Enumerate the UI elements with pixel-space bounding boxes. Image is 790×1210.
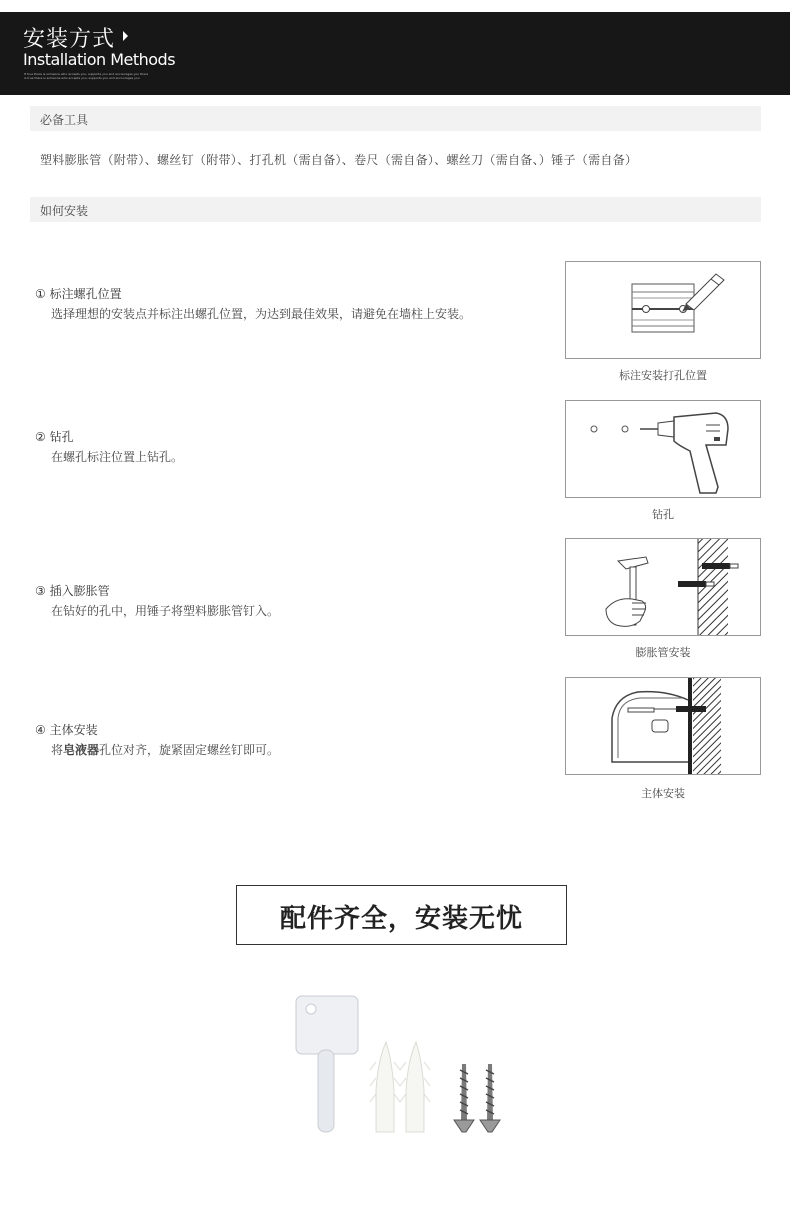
step-number: ② [35, 430, 46, 444]
step-3-desc: 在钻好的孔中，用锤子将塑料膨胀管钉入。 [51, 604, 280, 618]
wall-anchor-icon [370, 1042, 430, 1132]
step-4-desc [51, 741, 279, 758]
install-heading-bar [30, 197, 761, 222]
step-4-figure [565, 677, 761, 775]
step-number: ① [35, 287, 46, 301]
step-1-caption: 标注安装打孔位置 [619, 369, 707, 382]
desc-text: 将 [51, 743, 64, 757]
step-3-caption: 膨胀管安装 [635, 646, 691, 659]
key-icon [296, 996, 358, 1132]
step-2-figure [565, 400, 761, 498]
step-3-title [35, 582, 110, 599]
fine-print-line: If true there is someone who accepts you, supports you and encourages you there [24, 72, 149, 76]
step-3-figure [565, 538, 761, 636]
step-2-caption: 钻孔 [652, 508, 674, 521]
tools-heading-bar [30, 106, 761, 131]
screw-icon [454, 1064, 500, 1132]
step-title-text: 插入膨胀管 [49, 584, 110, 598]
drill-icon [566, 401, 760, 497]
hammer-icon [566, 539, 760, 635]
banner-text: 配件齐全，安装无忧 [279, 904, 523, 934]
section-header [0, 12, 790, 95]
fine-print-line: is true there is someone who accepts you, supports you and encourages you [24, 76, 140, 80]
tools-list: 塑料膨胀管（附带）、螺丝钉（附带）、打孔机（需自备）、卷尺（需自备）、螺丝刀（需自备、）锤子（需自备） [40, 153, 638, 167]
header-title-cn: 安装方式 [23, 27, 116, 52]
header-fine-print [24, 72, 148, 80]
step-number: ④ [35, 723, 46, 737]
step-title-text: 标注螺孔位置 [49, 287, 122, 301]
mark-holes-icon [566, 262, 760, 358]
caret-right-icon [123, 31, 128, 41]
header-title-en: Installation Methods [23, 50, 176, 69]
step-4-caption: 主体安装 [641, 787, 685, 800]
step-number: ③ [35, 584, 46, 598]
step-1-desc: 选择理想的安装点并标注出螺孔位置，为达到最佳效果，请避免在墙柱上安装。 [51, 307, 472, 321]
desc-bold-text: 皂液器 [63, 743, 100, 757]
step-1-title [35, 285, 122, 302]
tools-heading: 必备工具 [40, 113, 89, 127]
step-title-text: 钻孔 [49, 430, 74, 444]
accessories-banner [236, 885, 567, 945]
desc-text: 孔位对齐，旋紧固定螺丝钉即可。 [99, 743, 280, 757]
accessories-image [290, 990, 510, 1144]
dispenser-mount-icon [566, 678, 760, 774]
step-1-figure [565, 261, 761, 359]
step-4-title [35, 721, 98, 738]
step-2-title [35, 428, 74, 445]
step-title-text: 主体安装 [49, 723, 98, 737]
install-heading: 如何安装 [40, 204, 89, 218]
step-2-desc: 在螺孔标注位置上钻孔。 [51, 450, 184, 464]
accessories-svg [290, 990, 510, 1140]
